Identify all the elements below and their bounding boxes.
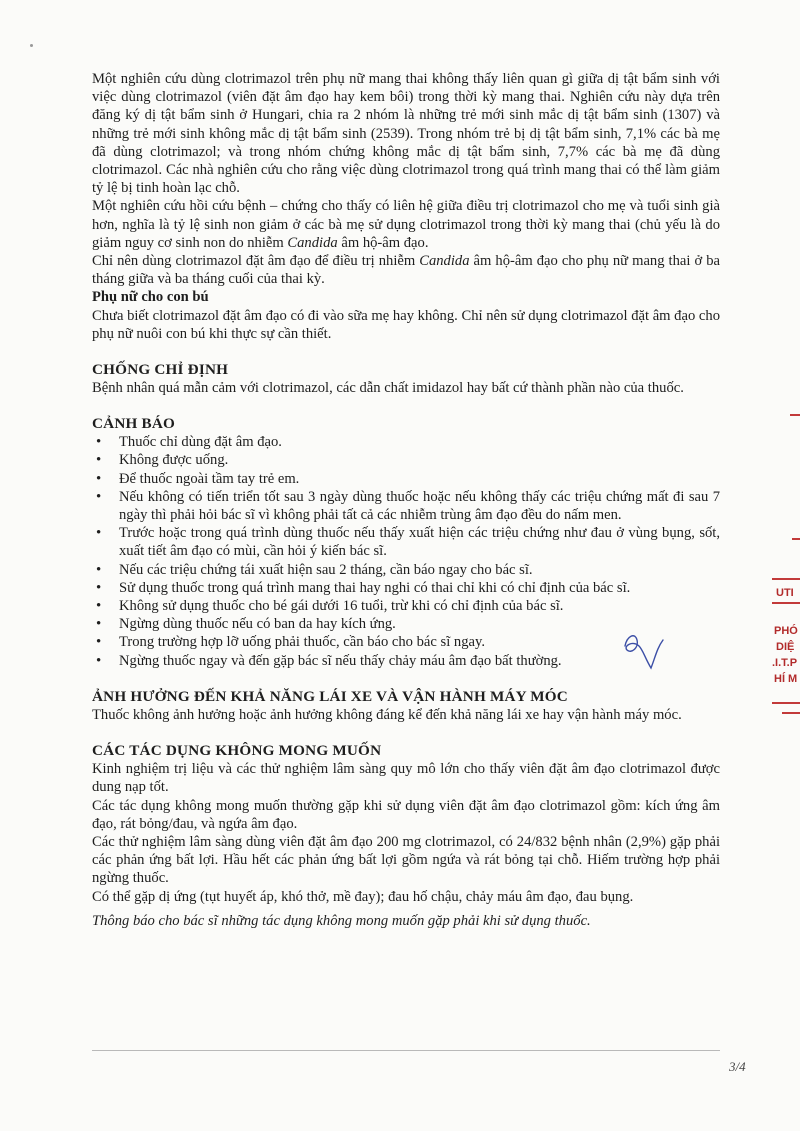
warning-item: • Nếu không có tiến triển tốt sau 3 ngày dùng thuốc hoặc nếu không thấy các triệu chứng mất đi sau 7 ngày thì phải hỏi bác sĩ vì không phải tất cả các nhiễm trùng âm đạo đều do nấm men.: [92, 488, 720, 524]
pregnancy-p3-text-b: âm hộ-âm đạo cho phụ nữ mang thai ở ba tháng giữa và ba tháng cuối của thai kỳ.: [92, 253, 720, 288]
warning-item: • Trước hoặc trong quá trình dùng thuốc nếu thấy xuất hiện các triệu chứng như đau ở vùng bụng, sốt, xuất tiết âm đạo có mùi, cần hỏi ý kiến bác sĩ.: [92, 524, 720, 560]
warning-item: • Ngừng dùng thuốc nếu có ban da hay kích ứng.: [92, 615, 720, 633]
contraindications-text: Bệnh nhân quá mẫn cảm với clotrimazol, các dẫn chất imidazol hay bất cứ thành phần nào của thuốc.: [92, 380, 684, 397]
document-page: [92, 70, 720, 930]
stamp-text: .I.T.P: [772, 657, 798, 669]
warnings-heading: CẢNH BÁO: [92, 415, 176, 433]
pregnancy-p2-candida: Candida: [287, 234, 338, 251]
stamp-text: HÍ M: [774, 673, 798, 685]
driving-text: Thuốc không ảnh hưởng hoặc ảnh hưởng không đáng kể đến khả năng lái xe hay vận hành máy móc.: [92, 706, 682, 723]
stamp-fragment: [772, 410, 800, 740]
warning-item: • Để thuốc ngoài tầm tay trẻ em.: [92, 470, 720, 488]
warning-item: • Sử dụng thuốc trong quá trình mang thai hay nghi có thai chỉ khi có chỉ định của bác sĩ.: [92, 579, 720, 597]
page-number: 3/4: [729, 1059, 746, 1074]
signature-mark: [617, 628, 665, 672]
pregnancy-p2-text-b: âm hộ-âm đạo.: [337, 234, 429, 251]
adverse-note: Thông báo cho bác sĩ những tác dụng không mong muốn gặp phải khi sử dụng thuốc.: [92, 912, 591, 929]
driving-heading: ẢNH HƯỞNG ĐẾN KHẢ NĂNG LÁI XE VÀ VẬN HÀNH MÁY MÓC: [92, 687, 568, 705]
breastfeeding-text: Chưa biết clotrimazol đặt âm đạo có đi vào sữa mẹ hay không. Chỉ nên sử dụng clotrimazol đặt âm đạo cho phụ nữ nuôi con bú khi thực sự cần thiết.: [92, 307, 720, 342]
adverse-paragraph-2: Các tác dụng không mong muốn thường gặp khi sử dụng viên đặt âm đạo clotrimazol gồm: kích ứng âm đạo, rát bỏng/đau, và ngứa âm đạo.: [92, 797, 720, 832]
pregnancy-p2-text-a: Một nghiên cứu hồi cứu bệnh – chứng cho thấy có liên hệ giữa điều trị clotrimazol cho mẹ và tuổi sinh già hơn, nghĩa là tỷ lệ sinh non giảm ở các bà mẹ sử dụng clotrimazol trong thời kỳ mang thai (chủ yếu là do giảm nguy cơ sinh non do nhiễm: [92, 198, 720, 251]
warning-item: • Không sử dụng thuốc cho bé gái dưới 16 tuổi, trừ khi có chỉ định của bác sĩ.: [92, 597, 720, 615]
scan-speck: [30, 44, 33, 47]
pregnancy-paragraph-2: [92, 197, 720, 252]
warning-item: • Ngừng thuốc ngay và đến gặp bác sĩ nếu thấy chảy máu âm đạo bất thường.: [92, 652, 720, 670]
stamp-text: PHÓ: [774, 625, 798, 637]
adverse-paragraph-1: Kinh nghiệm trị liệu và các thử nghiệm lâm sàng quy mô lớn cho thấy viên đặt âm đạo clotrimazol được dung nạp tốt.: [92, 761, 720, 796]
pregnancy-p3-candida: Candida: [419, 253, 470, 270]
adverse-effects-heading: CÁC TÁC DỤNG KHÔNG MONG MUỐN: [92, 742, 382, 760]
warning-item: • Nếu các triệu chứng tái xuất hiện sau 2 tháng, cần báo ngay cho bác sĩ.: [92, 561, 720, 579]
warning-item: • Trong trường hợp lỡ uống phải thuốc, cần báo cho bác sĩ ngay.: [92, 633, 720, 651]
pregnancy-paragraph-1: Một nghiên cứu dùng clotrimazol trên phụ nữ mang thai không thấy liên quan gì giữa dị tật bẩm sinh với việc dùng clotrimazol (viên đặt âm đạo hay kem bôi) trong thời kỳ mang thai. Nghiên cứu này dựa trên đăng ký dị tật bẩm sinh ở Hungari, chia ra 2 nhóm là những trẻ mới sinh mắc dị tật bẩm sinh (1307) và những trẻ mới sinh không mắc dị tật bẩm sinh (2539). Trong nhóm trẻ bị dị tật bẩm sinh, 7,1% các bà mẹ đã dùng clotrimazol; và trong nhóm chứng không mắc dị tật bẩm sinh, 7,7% các bà mẹ đã dùng clotrimazol. Các nhà nghiên cứu cho rằng việc dùng clotrimazol trong quá trình mang thai có thể làm giảm tỷ lệ bị tinh hoàn lạc chỗ.: [92, 71, 720, 197]
adverse-paragraph-3: Các thử nghiệm lâm sàng dùng viên đặt âm đạo 200 mg clotrimazol, có 24/832 bệnh nhân (2,9%) gặp phải các phản ứng bất lợi. Hầu hết các phản ứng bất lợi gồm ngứa và rát bỏng tại chỗ. Hiếm trường hợp phải ngừng thuốc.: [92, 833, 720, 887]
footer-rule: [92, 1050, 720, 1051]
adverse-paragraph-4: Có thể gặp dị ứng (tụt huyết áp, khó thở, mề đay); đau hố chậu, chảy máu âm đạo, đau bụng.: [92, 888, 634, 905]
warning-item: • Không được uống.: [92, 451, 720, 469]
pregnancy-paragraph-3: [92, 252, 720, 288]
breastfeeding-heading: Phụ nữ cho con bú: [92, 289, 209, 306]
pregnancy-p3-text-a: Chỉ nên dùng clotrimazol đặt âm đạo để điều trị nhiễm: [92, 253, 420, 270]
stamp-text: UTI: [776, 587, 794, 599]
stamp-text: DIỆ: [776, 641, 795, 653]
warning-item: • Thuốc chỉ dùng đặt âm đạo.: [92, 433, 720, 451]
contraindications-heading: CHỐNG CHỈ ĐỊNH: [92, 361, 229, 379]
